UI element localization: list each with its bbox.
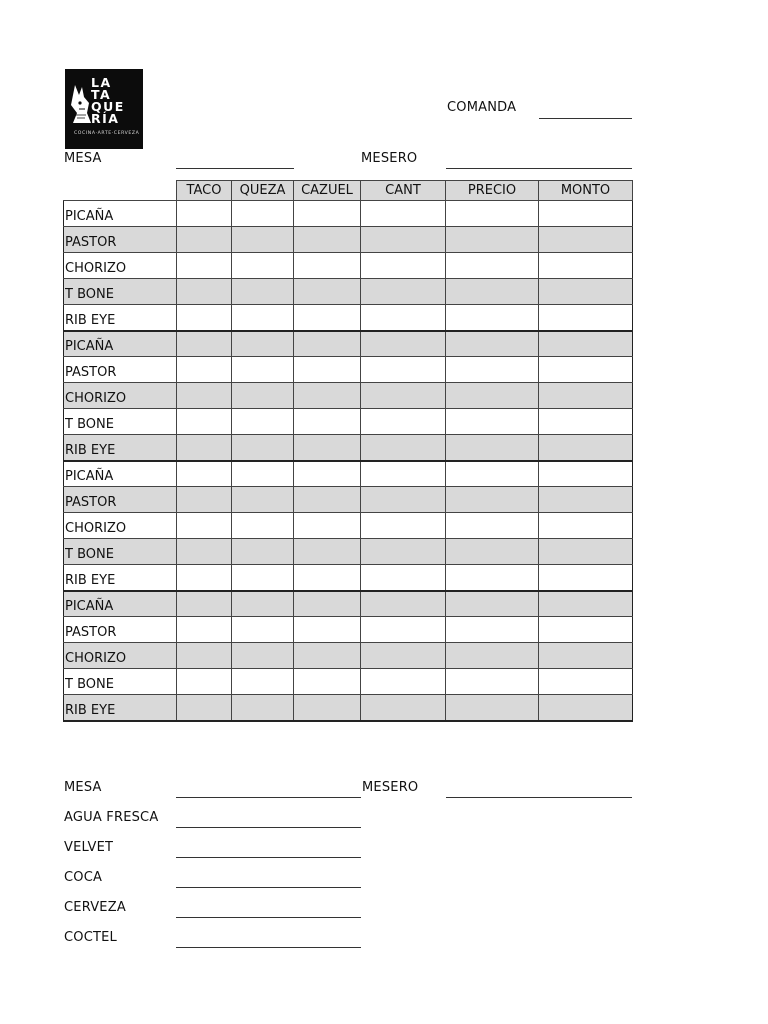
entry-cell-cant[interactable] — [361, 305, 446, 331]
entry-cell-taco[interactable] — [177, 461, 232, 487]
entry-cell-queza[interactable] — [232, 253, 294, 279]
entry-cell-cazuel[interactable] — [294, 435, 361, 461]
item-name-cell: PICAÑA — [64, 461, 177, 487]
entry-cell-cazuel[interactable] — [294, 539, 361, 565]
entry-cell-monto[interactable] — [539, 253, 633, 279]
entry-cell-monto[interactable] — [539, 539, 633, 565]
entry-cell-monto[interactable] — [539, 695, 633, 721]
table-header-row — [64, 181, 633, 201]
entry-cell-cazuel[interactable] — [294, 695, 361, 721]
entry-cell-cant[interactable] — [361, 409, 446, 435]
entry-cell-precio[interactable] — [446, 461, 539, 487]
entry-cell-queza[interactable] — [232, 383, 294, 409]
entry-cell-cant[interactable] — [361, 669, 446, 695]
item-name-cell: PASTOR — [64, 487, 177, 513]
entry-cell-precio[interactable] — [446, 383, 539, 409]
table-row — [64, 383, 633, 409]
entry-cell-taco[interactable] — [177, 279, 232, 305]
entry-cell-cazuel[interactable] — [294, 617, 361, 643]
table-row — [64, 513, 633, 539]
entry-cell-cant[interactable] — [361, 383, 446, 409]
entry-cell-cazuel[interactable] — [294, 305, 361, 331]
mesa-field[interactable] — [176, 168, 294, 169]
entry-cell-taco[interactable] — [177, 565, 232, 591]
entry-cell-cant[interactable] — [361, 461, 446, 487]
drink-quantity-field[interactable] — [176, 857, 361, 858]
entry-cell-taco[interactable] — [177, 591, 232, 617]
restaurant-logo — [65, 69, 143, 149]
drinks-mesero-field[interactable] — [446, 797, 632, 798]
entry-cell-precio[interactable] — [446, 539, 539, 565]
entry-cell-cant[interactable] — [361, 539, 446, 565]
entry-cell-precio[interactable] — [446, 565, 539, 591]
entry-cell-cazuel[interactable] — [294, 201, 361, 227]
entry-cell-cazuel[interactable] — [294, 565, 361, 591]
table-row — [64, 695, 633, 721]
drinks-mesa-label: MESA — [64, 780, 102, 795]
header-blank-cell — [64, 181, 177, 201]
drink-label: COCA — [64, 870, 103, 885]
entry-cell-monto[interactable] — [539, 435, 633, 461]
entry-cell-cazuel[interactable] — [294, 487, 361, 513]
entry-cell-taco[interactable] — [177, 513, 232, 539]
entry-cell-queza[interactable] — [232, 539, 294, 565]
column-header-queza: QUEZA — [232, 181, 294, 201]
item-name-cell: T BONE — [64, 409, 177, 435]
drink-quantity-field[interactable] — [176, 917, 361, 918]
entry-cell-cazuel[interactable] — [294, 461, 361, 487]
entry-cell-monto[interactable] — [539, 617, 633, 643]
column-header-taco: TACO — [177, 181, 232, 201]
entry-cell-precio[interactable] — [446, 591, 539, 617]
table-row — [64, 227, 633, 253]
entry-cell-queza[interactable] — [232, 331, 294, 357]
entry-cell-queza[interactable] — [232, 513, 294, 539]
entry-cell-cant[interactable] — [361, 357, 446, 383]
entry-cell-taco[interactable] — [177, 617, 232, 643]
mesero-field[interactable] — [446, 168, 632, 169]
entry-cell-cant[interactable] — [361, 643, 446, 669]
entry-cell-precio[interactable] — [446, 487, 539, 513]
item-name-cell: T BONE — [64, 539, 177, 565]
drink-label: COCTEL — [64, 930, 117, 945]
item-name-cell: RIB EYE — [64, 695, 177, 721]
drinks-mesa-field[interactable] — [176, 797, 361, 798]
xolo-dog-icon — [69, 83, 93, 127]
entry-cell-cazuel[interactable] — [294, 253, 361, 279]
entry-cell-queza[interactable] — [232, 617, 294, 643]
table-row — [64, 279, 633, 305]
entry-cell-queza[interactable] — [232, 357, 294, 383]
entry-cell-precio[interactable] — [446, 227, 539, 253]
entry-cell-cazuel[interactable] — [294, 409, 361, 435]
entry-cell-taco[interactable] — [177, 201, 232, 227]
entry-cell-cazuel[interactable] — [294, 643, 361, 669]
entry-cell-taco[interactable] — [177, 435, 232, 461]
table-row — [64, 617, 633, 643]
entry-cell-monto[interactable] — [539, 409, 633, 435]
table-row — [64, 461, 633, 487]
entry-cell-precio[interactable] — [446, 331, 539, 357]
logo-wordmark: LA TA QUE RÍA — [91, 75, 125, 126]
entry-cell-monto[interactable] — [539, 279, 633, 305]
entry-cell-taco[interactable] — [177, 487, 232, 513]
comanda-field[interactable] — [539, 118, 632, 119]
drink-quantity-field[interactable] — [176, 827, 361, 828]
entry-cell-taco[interactable] — [177, 253, 232, 279]
entry-cell-queza[interactable] — [232, 409, 294, 435]
entry-cell-monto[interactable] — [539, 461, 633, 487]
mesero-label: MESERO — [361, 151, 418, 166]
entry-cell-cazuel[interactable] — [294, 383, 361, 409]
order-table-body — [64, 201, 633, 721]
entry-cell-cant[interactable] — [361, 331, 446, 357]
entry-cell-precio[interactable] — [446, 253, 539, 279]
table-row — [64, 669, 633, 695]
column-header-cant: CANT — [361, 181, 446, 201]
entry-cell-taco[interactable] — [177, 227, 232, 253]
drink-label: VELVET — [64, 840, 114, 855]
entry-cell-monto[interactable] — [539, 643, 633, 669]
entry-cell-cazuel[interactable] — [294, 513, 361, 539]
entry-cell-monto[interactable] — [539, 487, 633, 513]
entry-cell-cant[interactable] — [361, 591, 446, 617]
item-name-cell: PASTOR — [64, 617, 177, 643]
entry-cell-queza[interactable] — [232, 695, 294, 721]
entry-cell-queza[interactable] — [232, 201, 294, 227]
entry-cell-queza[interactable] — [232, 305, 294, 331]
entry-cell-cazuel[interactable] — [294, 227, 361, 253]
entry-cell-precio[interactable] — [446, 617, 539, 643]
entry-cell-queza[interactable] — [232, 487, 294, 513]
entry-cell-precio[interactable] — [446, 409, 539, 435]
logo-tagline: COCINA·ARTE·CERVEZA — [74, 131, 140, 136]
entry-cell-monto[interactable] — [539, 513, 633, 539]
entry-cell-monto[interactable] — [539, 591, 633, 617]
entry-cell-precio[interactable] — [446, 201, 539, 227]
entry-cell-queza[interactable] — [232, 669, 294, 695]
drinks-mesero-label: MESERO — [362, 780, 419, 795]
table-row — [64, 591, 633, 617]
table-row — [64, 565, 633, 591]
item-name-cell: PASTOR — [64, 227, 177, 253]
entry-cell-monto[interactable] — [539, 201, 633, 227]
entry-cell-taco[interactable] — [177, 409, 232, 435]
entry-cell-precio[interactable] — [446, 695, 539, 721]
entry-cell-precio[interactable] — [446, 435, 539, 461]
column-header-precio: PRECIO — [446, 181, 539, 201]
entry-cell-queza[interactable] — [232, 565, 294, 591]
entry-cell-queza[interactable] — [232, 435, 294, 461]
table-row — [64, 435, 633, 461]
entry-cell-monto[interactable] — [539, 669, 633, 695]
item-name-cell: PICAÑA — [64, 591, 177, 617]
drink-label: CERVEZA — [64, 900, 126, 915]
comanda-label: COMANDA — [447, 100, 517, 115]
entry-cell-taco[interactable] — [177, 695, 232, 721]
entry-cell-taco[interactable] — [177, 669, 232, 695]
item-name-cell: RIB EYE — [64, 305, 177, 331]
item-name-cell: PICAÑA — [64, 331, 177, 357]
entry-cell-cazuel[interactable] — [294, 591, 361, 617]
entry-cell-queza[interactable] — [232, 279, 294, 305]
entry-cell-precio[interactable] — [446, 513, 539, 539]
table-row — [64, 539, 633, 565]
drink-quantity-field[interactable] — [176, 947, 361, 948]
drink-quantity-field[interactable] — [176, 887, 361, 888]
entry-cell-cant[interactable] — [361, 695, 446, 721]
entry-cell-queza[interactable] — [232, 591, 294, 617]
entry-cell-cant[interactable] — [361, 565, 446, 591]
item-name-cell: CHORIZO — [64, 253, 177, 279]
table-row — [64, 487, 633, 513]
entry-cell-taco[interactable] — [177, 331, 232, 357]
entry-cell-cant[interactable] — [361, 617, 446, 643]
entry-cell-cazuel[interactable] — [294, 669, 361, 695]
entry-cell-queza[interactable] — [232, 227, 294, 253]
entry-cell-cant[interactable] — [361, 201, 446, 227]
column-header-monto: MONTO — [539, 181, 633, 201]
entry-cell-queza[interactable] — [232, 643, 294, 669]
entry-cell-taco[interactable] — [177, 383, 232, 409]
entry-cell-precio[interactable] — [446, 279, 539, 305]
entry-cell-cant[interactable] — [361, 279, 446, 305]
entry-cell-taco[interactable] — [177, 539, 232, 565]
entry-cell-taco[interactable] — [177, 357, 232, 383]
entry-cell-cazuel[interactable] — [294, 331, 361, 357]
table-row — [64, 357, 633, 383]
drink-label: AGUA FRESCA — [64, 810, 159, 825]
column-header-cazuel: CAZUEL — [294, 181, 361, 201]
entry-cell-monto[interactable] — [539, 357, 633, 383]
entry-cell-cant[interactable] — [361, 253, 446, 279]
entry-cell-cant[interactable] — [361, 487, 446, 513]
item-name-cell: PICAÑA — [64, 201, 177, 227]
item-name-cell: RIB EYE — [64, 565, 177, 591]
entry-cell-cant[interactable] — [361, 435, 446, 461]
order-table — [63, 180, 633, 722]
entry-cell-taco[interactable] — [177, 643, 232, 669]
entry-cell-taco[interactable] — [177, 305, 232, 331]
entry-cell-precio[interactable] — [446, 669, 539, 695]
item-name-cell: T BONE — [64, 669, 177, 695]
entry-cell-monto[interactable] — [539, 331, 633, 357]
entry-cell-cant[interactable] — [361, 227, 446, 253]
table-row — [64, 409, 633, 435]
entry-cell-precio[interactable] — [446, 305, 539, 331]
item-name-cell: CHORIZO — [64, 513, 177, 539]
entry-cell-cazuel[interactable] — [294, 279, 361, 305]
entry-cell-monto[interactable] — [539, 383, 633, 409]
table-row — [64, 305, 633, 331]
table-row — [64, 201, 633, 227]
mesa-label: MESA — [64, 151, 102, 166]
entry-cell-cazuel[interactable] — [294, 357, 361, 383]
entry-cell-precio[interactable] — [446, 643, 539, 669]
entry-cell-queza[interactable] — [232, 461, 294, 487]
item-name-cell: T BONE — [64, 279, 177, 305]
table-row — [64, 643, 633, 669]
entry-cell-monto[interactable] — [539, 565, 633, 591]
entry-cell-precio[interactable] — [446, 357, 539, 383]
entry-cell-cant[interactable] — [361, 513, 446, 539]
entry-cell-monto[interactable] — [539, 227, 633, 253]
item-name-cell: PASTOR — [64, 357, 177, 383]
table-row — [64, 253, 633, 279]
item-name-cell: CHORIZO — [64, 383, 177, 409]
item-name-cell: CHORIZO — [64, 643, 177, 669]
item-name-cell: RIB EYE — [64, 435, 177, 461]
entry-cell-monto[interactable] — [539, 305, 633, 331]
table-row — [64, 331, 633, 357]
